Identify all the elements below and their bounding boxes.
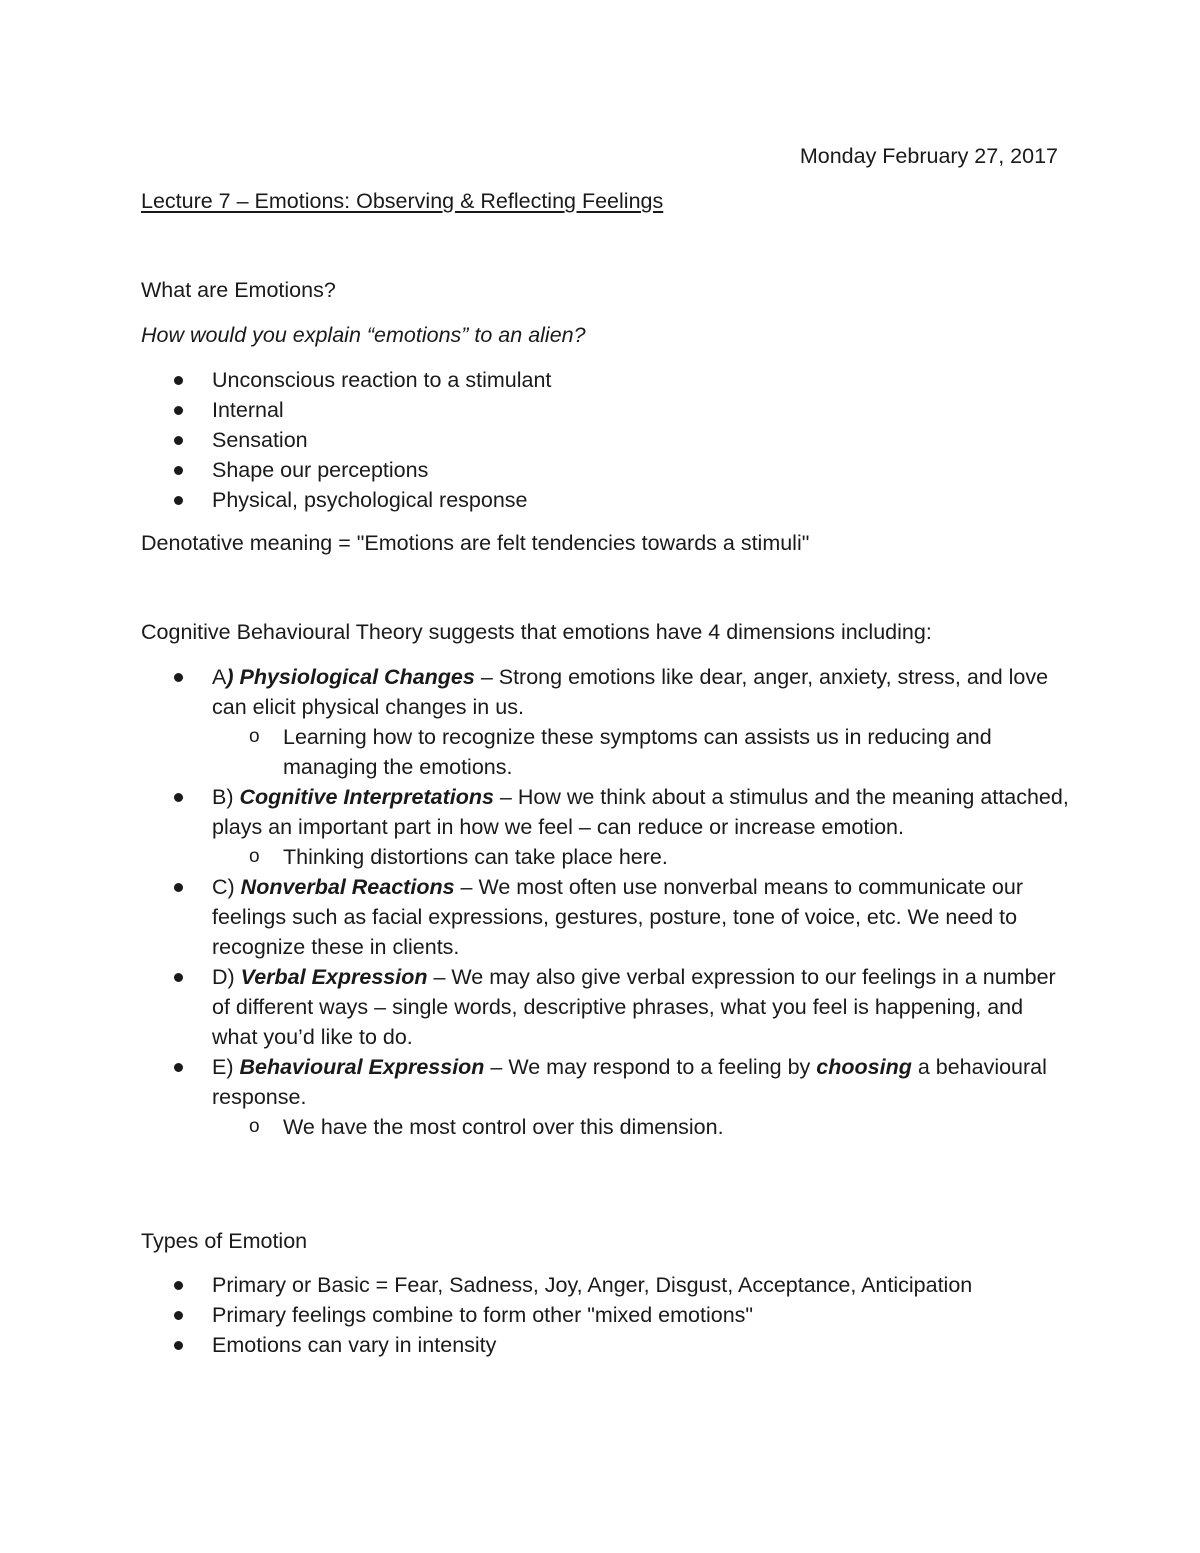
bullet-icon — [174, 496, 183, 505]
circle-bullet-icon: o — [249, 846, 260, 867]
emotion-traits-list — [141, 365, 1071, 515]
bullet-icon — [174, 673, 183, 682]
bullet-icon — [174, 793, 183, 802]
bullet-icon — [174, 1063, 183, 1072]
list-item: Primary feelings combine to form other "mixed emotions" — [141, 1300, 1071, 1330]
list-item: Sensation — [141, 425, 1071, 455]
bullet-icon — [174, 436, 183, 445]
alien-question: How would you explain “emotions” to an alien? — [141, 323, 586, 347]
lecture-title: Lecture 7 – Emotions: Observing & Reflecting Feelings — [141, 189, 664, 213]
sub-list-item: o Thinking distortions can take place here. — [212, 842, 1071, 872]
list-item: Primary or Basic = Fear, Sadness, Joy, Anger, Disgust, Acceptance, Anticipation — [141, 1270, 1071, 1300]
bullet-icon — [174, 883, 183, 892]
list-item: Physical, psychological response — [141, 485, 1071, 515]
list-item: B) Cognitive Interpretations – How we think about a stimulus and the meaning attached, plays an important part in how we feel – can reduce or increase emotion. o Thinking distortions can take place here. — [141, 782, 1071, 872]
emotion-types-list — [141, 1270, 1071, 1360]
list-item: Emotions can vary in intensity — [141, 1330, 1071, 1360]
list-item: Unconscious reaction to a stimulant — [141, 365, 1071, 395]
bullet-icon — [174, 376, 183, 385]
bullet-icon — [174, 466, 183, 475]
bullet-icon — [174, 406, 183, 415]
circle-bullet-icon: o — [249, 726, 260, 747]
sub-list-item: o Learning how to recognize these symptoms can assists us in reducing and managing the emotions. — [212, 722, 1071, 782]
list-item: E) Behavioural Expression – We may respond to a feeling by choosing a behavioural response. o We have the most control over this dimension. — [141, 1052, 1071, 1142]
bullet-icon — [174, 973, 183, 982]
list-item: Internal — [141, 395, 1071, 425]
list-item: D) Verbal Expression – We may also give verbal expression to our feelings in a number of different ways – single words, descriptive phrases, what you feel is happening, and what you’d like to do. — [141, 962, 1071, 1052]
denotative-meaning: Denotative meaning = "Emotions are felt tendencies towards a stimuli" — [141, 531, 810, 555]
lecture-date: Monday February 27, 2017 — [799, 144, 1058, 168]
cbt-intro: Cognitive Behavioural Theory suggests that emotions have 4 dimensions including: — [141, 620, 932, 644]
dimensions-list — [141, 662, 1071, 1142]
bullet-icon — [174, 1281, 183, 1290]
list-item: C) Nonverbal Reactions – We most often use nonverbal means to communicate our feelings such as facial expressions, gestures, posture, tone of voice, etc. We need to recognize these in clients. — [141, 872, 1071, 962]
list-item: Shape our perceptions — [141, 455, 1071, 485]
list-item: A) Physiological Changes – Strong emotions like dear, anger, anxiety, stress, and love can elicit physical changes in us. o Learning how to recognize these symptoms can assists us in reducing and managing the emotions. — [141, 662, 1071, 782]
section-heading-what-are-emotions: What are Emotions? — [141, 278, 336, 302]
section-heading-types-of-emotion: Types of Emotion — [141, 1229, 308, 1253]
bullet-icon — [174, 1311, 183, 1320]
bullet-icon — [174, 1341, 183, 1350]
sub-list-item: o We have the most control over this dimension. — [212, 1112, 1071, 1142]
circle-bullet-icon: o — [249, 1116, 260, 1137]
